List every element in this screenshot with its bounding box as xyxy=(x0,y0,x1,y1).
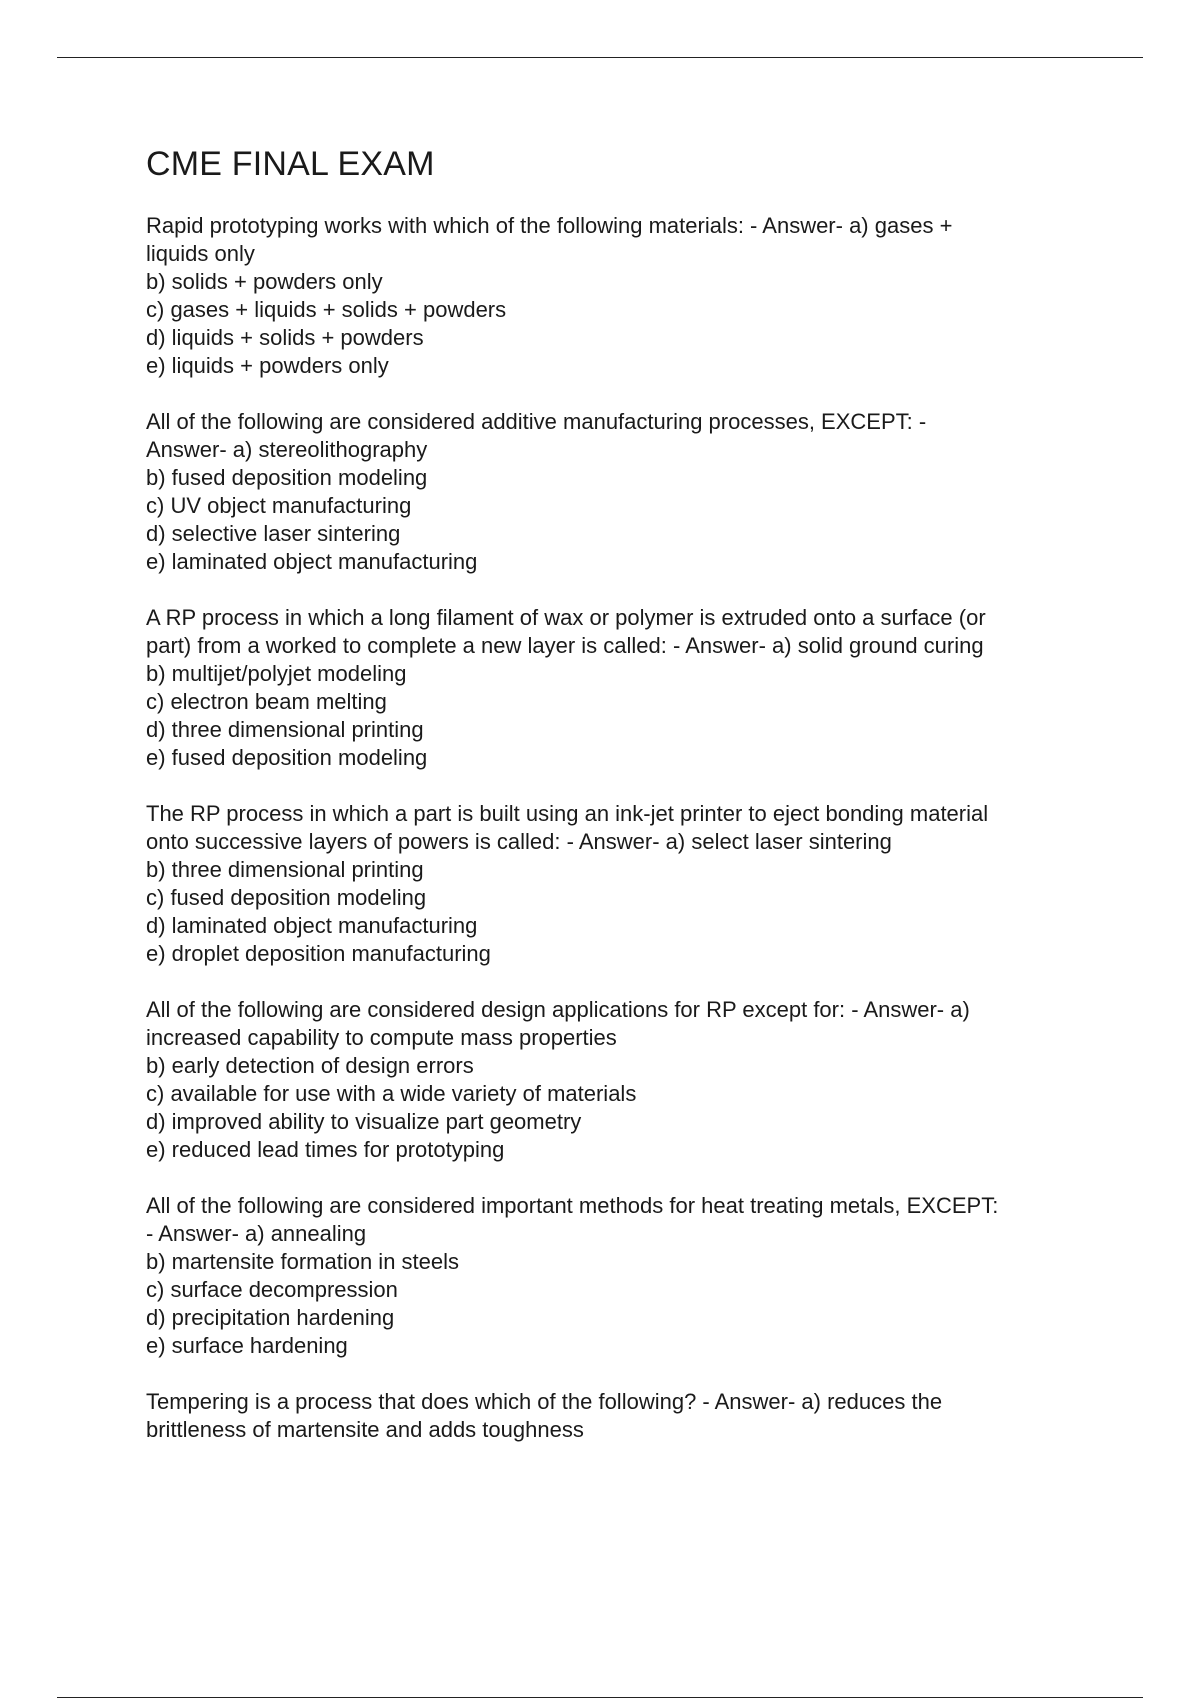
answer-option: c) available for use with a wide variety of materials xyxy=(146,1081,637,1106)
question-text: Tempering is a process that does which of the following? - Answer- a) reduces the xyxy=(146,1389,943,1414)
answer-option: c) UV object manufacturing xyxy=(146,493,412,518)
answer-option: c) surface decompression xyxy=(146,1277,398,1302)
answer-option: c) fused deposition modeling xyxy=(146,885,427,910)
question-3 xyxy=(146,604,1096,772)
answer-option: d) improved ability to visualize part geometry xyxy=(146,1109,582,1134)
question-text: A RP process in which a long filament of wax or polymer is extruded onto a surface (or xyxy=(146,605,986,630)
answer-option: e) laminated object manufacturing xyxy=(146,549,478,574)
answer-option: d) selective laser sintering xyxy=(146,521,401,546)
question-5 xyxy=(146,996,1096,1164)
question-2 xyxy=(146,408,1096,576)
bottom-rule xyxy=(57,1697,1143,1698)
answer-option: b) fused deposition modeling xyxy=(146,465,428,490)
question-text: The RP process in which a part is built using an ink-jet printer to eject bonding material xyxy=(146,801,989,826)
question-text: increased capability to compute mass properties xyxy=(146,1025,617,1050)
question-text: part) from a worked to complete a new layer is called: - Answer- a) solid ground curing xyxy=(146,633,984,658)
answer-option: d) liquids + solids + powders xyxy=(146,325,424,350)
answer-option: b) three dimensional printing xyxy=(146,857,424,882)
question-1 xyxy=(146,212,1096,380)
answer-option: b) martensite formation in steels xyxy=(146,1249,460,1274)
answer-option: d) three dimensional printing xyxy=(146,717,424,742)
answer-option: d) laminated object manufacturing xyxy=(146,913,478,938)
document-title: CME FINAL EXAM xyxy=(146,145,435,183)
question-text: All of the following are considered design applications for RP except for: - Answer- a) xyxy=(146,997,970,1022)
question-text: Answer- a) stereolithography xyxy=(146,437,428,462)
question-text: liquids only xyxy=(146,241,255,266)
answer-option: e) surface hardening xyxy=(146,1333,348,1358)
question-text: All of the following are considered additive manufacturing processes, EXCEPT: - xyxy=(146,409,927,434)
answer-option: e) reduced lead times for prototyping xyxy=(146,1137,505,1162)
answer-option: b) multijet/polyjet modeling xyxy=(146,661,407,686)
document-body xyxy=(146,140,1096,1472)
question-7 xyxy=(146,1388,1096,1444)
answer-option: e) liquids + powders only xyxy=(146,353,389,378)
question-text: onto successive layers of powers is called: - Answer- a) select laser sintering xyxy=(146,829,892,854)
question-text: All of the following are considered important methods for heat treating metals, EXCEPT: xyxy=(146,1193,999,1218)
question-text: brittleness of martensite and adds toughness xyxy=(146,1417,584,1442)
question-4 xyxy=(146,800,1096,968)
answer-option: e) droplet deposition manufacturing xyxy=(146,941,491,966)
answer-option: d) precipitation hardening xyxy=(146,1305,395,1330)
answer-option: c) gases + liquids + solids + powders xyxy=(146,297,507,322)
answer-option: c) electron beam melting xyxy=(146,689,387,714)
answer-option: b) solids + powders only xyxy=(146,269,383,294)
answer-option: b) early detection of design errors xyxy=(146,1053,474,1078)
answer-option: e) fused deposition modeling xyxy=(146,745,428,770)
question-text: - Answer- a) annealing xyxy=(146,1221,367,1246)
question-text: Rapid prototyping works with which of the following materials: - Answer- a) gases + xyxy=(146,213,953,238)
question-6 xyxy=(146,1192,1096,1360)
top-rule xyxy=(57,57,1143,58)
